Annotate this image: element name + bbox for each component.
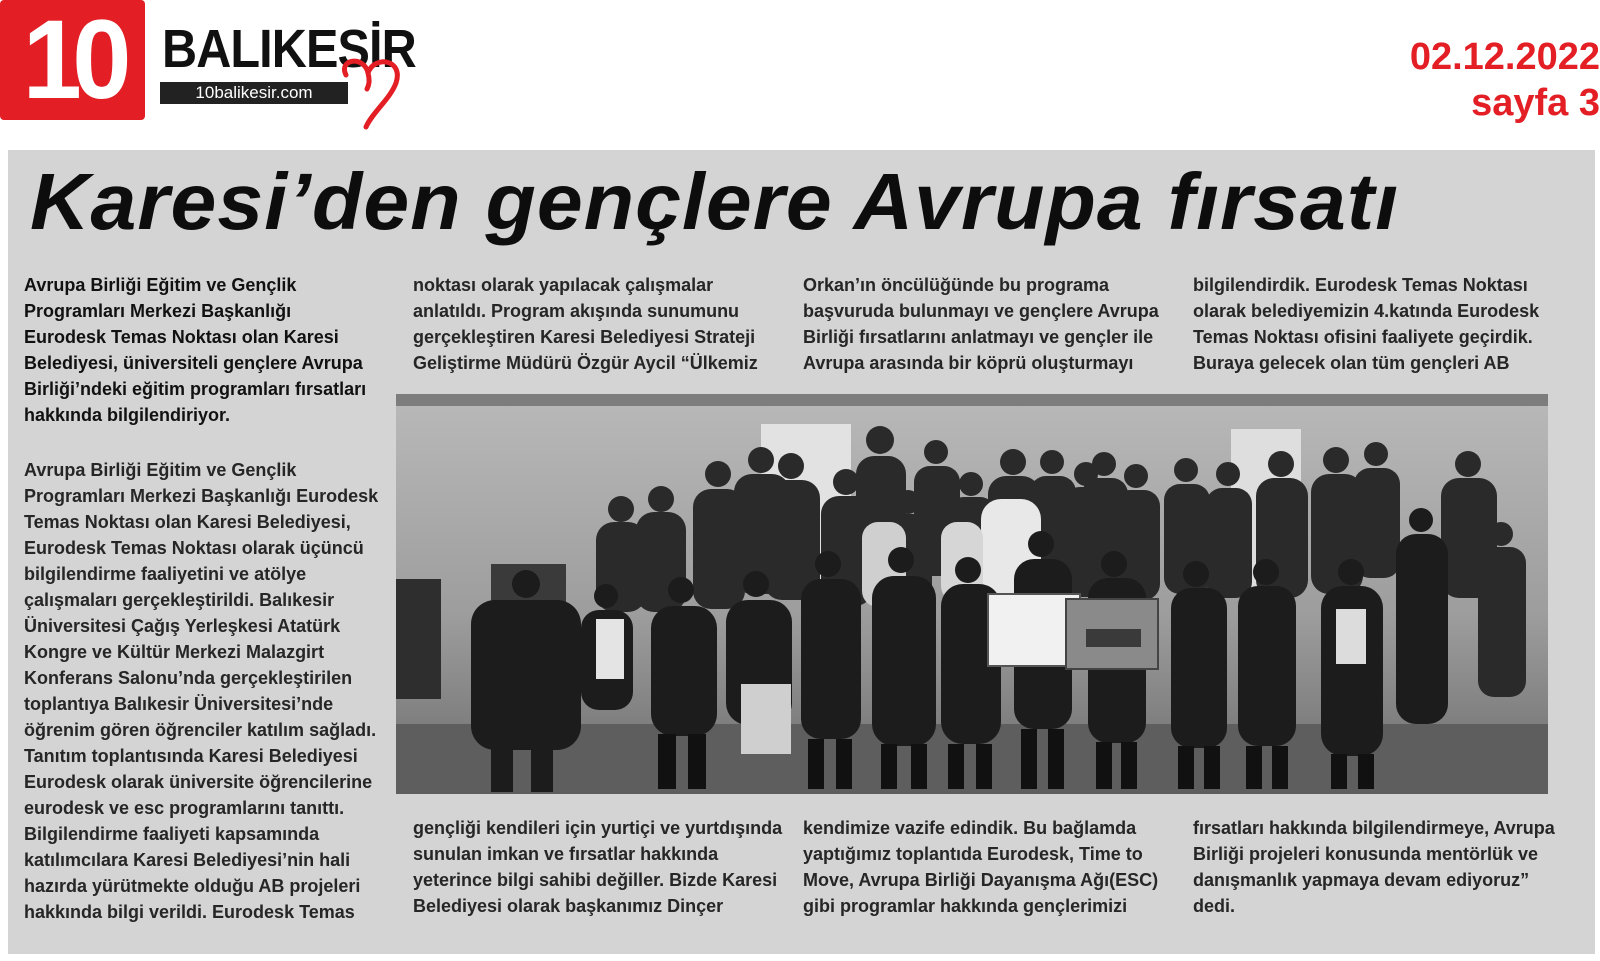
heart-icon xyxy=(338,55,408,130)
headline: Karesi’den gençlere Avrupa fırsatı xyxy=(30,157,1400,246)
article-lead: Avrupa Birliği Eğitim ve Gençlik Programları Merkezi Başkanlığı Eurodesk Temas Noktası olan Karesi Belediyesi, üniversiteli gençlere Avrupa Birliği’ndeki eğitim programları fırsatları hakkında bilgilendiriyor. xyxy=(24,275,367,425)
publication-date: 02.12.2022 xyxy=(1409,36,1600,78)
logo-name: BALIKESİR xyxy=(162,19,416,79)
newspaper-clipping xyxy=(8,150,1595,954)
logo-number: 10 xyxy=(22,0,123,122)
column-1-body: Avrupa Birliği Eğitim ve Gençlik Programları Merkezi Başkanlığı Eurodesk Temas Noktası olan Karesi Belediyesi, Eurodesk Temas Noktası olarak üçüncü bilgilendirme faaliyetini ve atölye çalışmaları gerçekleştirildi. Balıkesir Üniversitesi Çağış Yerleşkesi Atatürk Kongre ve Kültür Merkezi Malazgirt Konferans Salonu’nda gerçekleştirilen toplantıya Balıkesir Üniversitesi’nde öğrenim gören öğrenciler katılım sağladı. Tanıtım toplantısında Karesi Belediyesi Eurodesk olarak üniversite öğrencilerine eurodesk ve esc programlarını tanıttı. Bilgilendirme faaliyeti kapsamında katılımcılara Karesi Belediyesi’nin hali hazırda yürütmekte olduğu AB projeleri hakkında bilgi verildi. Eurodesk Temas xyxy=(24,460,379,922)
publication-info xyxy=(1410,34,1600,126)
column-3-bottom: kendimize vazife edindik. Bu bağlamda yaptığımız toplantıda Eurodesk, Time to Move, Avrupa Birliği Dayanışma Ağı(ESC) gibi programlar hakkında gençlerimizi xyxy=(803,818,1159,916)
column-4-bottom: fırsatları hakkında bilgilendirmeye, Avrupa Birliği projeleri konusunda mentörlük ve danışmanlık yapmaya devam ediyoruz” dedi. xyxy=(1193,818,1555,916)
column-4-top: bilgilendirdik. Eurodesk Temas Noktası olarak belediyemizin 4.katında Eurodesk Temas Noktası ofisini faaliyete geçirdik. Buraya gelecek olan tüm gençleri AB xyxy=(1193,275,1540,373)
logo-badge xyxy=(0,0,145,120)
column-2-top: noktası olarak yapılacak çalışmalar anlatıldı. Program akışında sunumunu gerçekleştiren Karesi Belediyesi Strateji Geliştirme Müdürü Özgür Aycil “Ülkemiz xyxy=(413,275,758,373)
group-photo-illustration xyxy=(396,394,1548,794)
group-photo xyxy=(396,394,1548,794)
logo-url: 10balikesir.com xyxy=(160,82,348,104)
column-3-top: Orkan’ın öncülüğünde bu programa başvuruda bulunmayı ve gençlere Avrupa Birliği fırsatlarını anlatmayı ve gençler ile Avrupa arasında bir köprü oluşturmayı xyxy=(803,275,1159,373)
page-number: sayfa 3 xyxy=(1471,82,1600,124)
column-2-bottom: gençliği kendileri için yurtiçi ve yurtdışında sunulan imkan ve fırsatlar hakkında yeterince bilgi sahibi değiller. Bizde Karesi Belediyesi olarak başkanımız Dinçer xyxy=(413,818,783,916)
